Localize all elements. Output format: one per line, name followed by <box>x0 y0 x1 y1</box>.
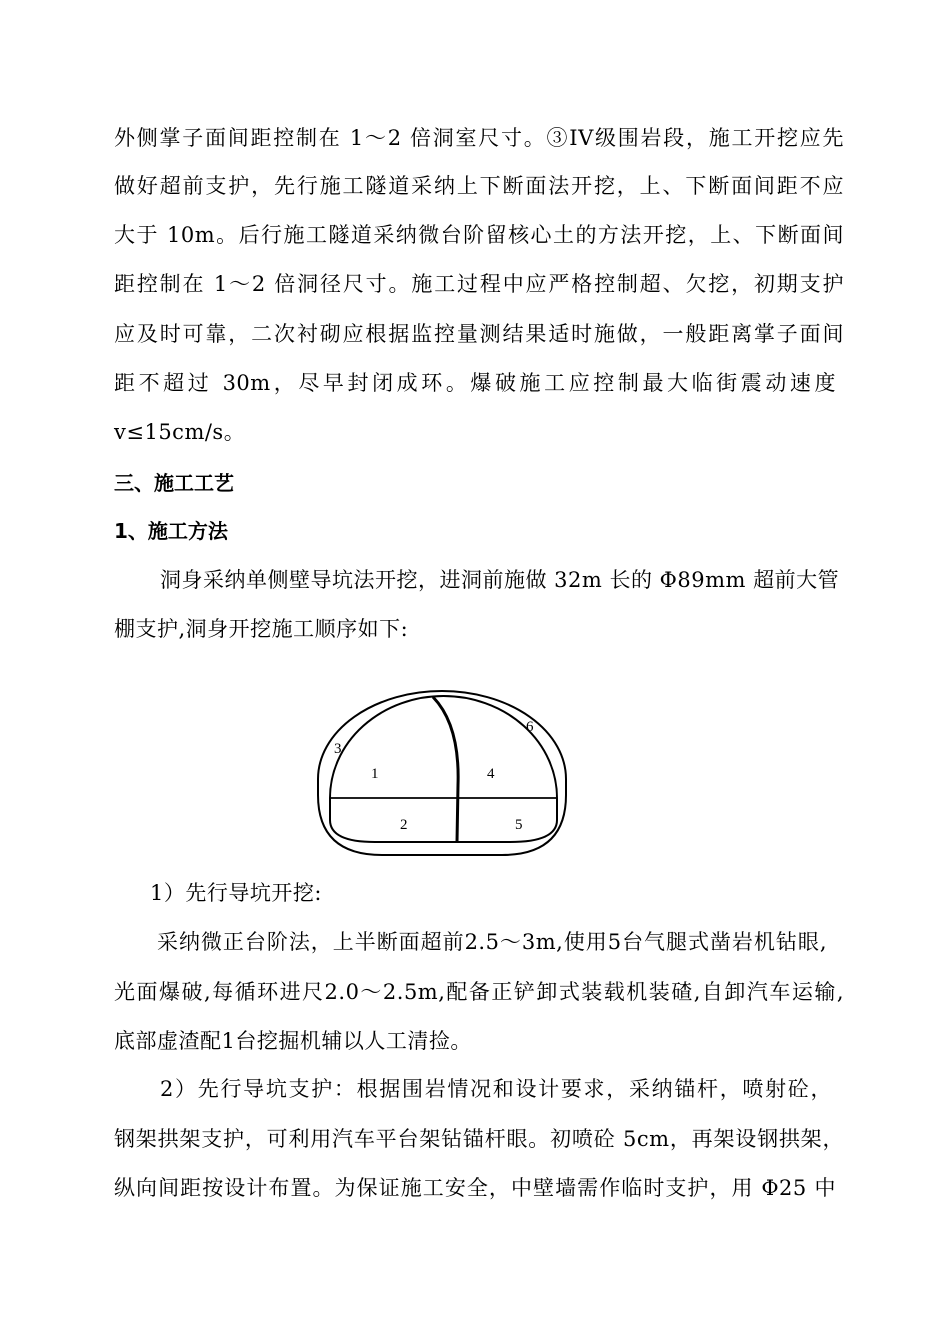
paragraph-4-line-2: 钢架拱架支护，可利用汽车平台架钻锚杆眼。初喷砼 5cm，再架设钢拱架， <box>114 1127 844 1151</box>
part-1-label: 1 <box>371 766 379 782</box>
subsection-heading: 1、施工方法 <box>114 519 228 543</box>
paragraph-1-line-6: 距不超过 30m，尽早封闭成环。爆破施工应控制最大临街震动速度 <box>114 371 836 395</box>
outer-lining-outline <box>318 691 566 855</box>
paragraph-4-line-3: 纵向间距按设计布置。为保证施工安全，中壁墙需作临时支护，用 Φ25 中 <box>114 1176 836 1200</box>
part-5-label: 5 <box>515 817 523 833</box>
paragraph-1-line-7: v≤15cm/s。 <box>114 420 246 444</box>
paragraph-1-line-3: 大于 10m。后行施工隧道采纳微台阶留核心土的方法开挖，上、下断面间 <box>114 223 844 247</box>
paragraph-1-line-2: 做好超前支护，先行施工隧道采纳上下断面法开挖，上、下断面间距不应 <box>114 174 844 198</box>
paragraph-3-line-3: 底部虚渣配1台挖掘机辅以人工清捡。 <box>114 1029 472 1053</box>
paragraph-4-line-1: 2）先行导坑支护：根据围岩情况和设计要求，采纳锚杆，喷射砼， <box>160 1077 832 1101</box>
paragraph-2-line-2: 棚支护,洞身开挖施工顺序如下: <box>114 617 409 641</box>
section-heading: 三、施工工艺 <box>114 471 234 495</box>
paragraph-3-line-2: 光面爆破,每循环进尺2.0～2.5m,配备正铲卸式装载机装碴,自卸汽车运输, <box>114 980 844 1004</box>
part-4-label: 4 <box>487 766 495 782</box>
paragraph-1-line-1: 外侧掌子面间距控制在 1～2 倍洞室尺寸。③IV级围岩段，施工开挖应先 <box>114 126 844 150</box>
part-2-label: 2 <box>400 817 408 833</box>
part-3-label: 3 <box>334 741 342 757</box>
inner-excavation-outline <box>330 696 557 842</box>
paragraph-1-line-5: 应及时可靠，二次衬砌应根据监控量测结果适时施做，一般距离掌子面间 <box>114 322 844 346</box>
step-1-title: 1）先行导坑开挖: <box>150 881 322 905</box>
middle-partition-wall <box>433 697 458 842</box>
tunnel-excavation-diagram <box>300 675 585 860</box>
paragraph-3-line-1: 采纳微正台阶法，上半断面超前2.5～3m,使用5台气腿式凿岩机钻眼, <box>157 930 827 954</box>
part-6-label: 6 <box>526 719 534 735</box>
paragraph-2-line-1: 洞身采纳单侧壁导坑法开挖，进洞前施做 32m 长的 Φ89mm 超前大管 <box>160 568 840 592</box>
paragraph-1-line-4: 距控制在 1～2 倍洞径尺寸。施工过程中应严格控制超、欠挖，初期支护 <box>114 272 844 296</box>
